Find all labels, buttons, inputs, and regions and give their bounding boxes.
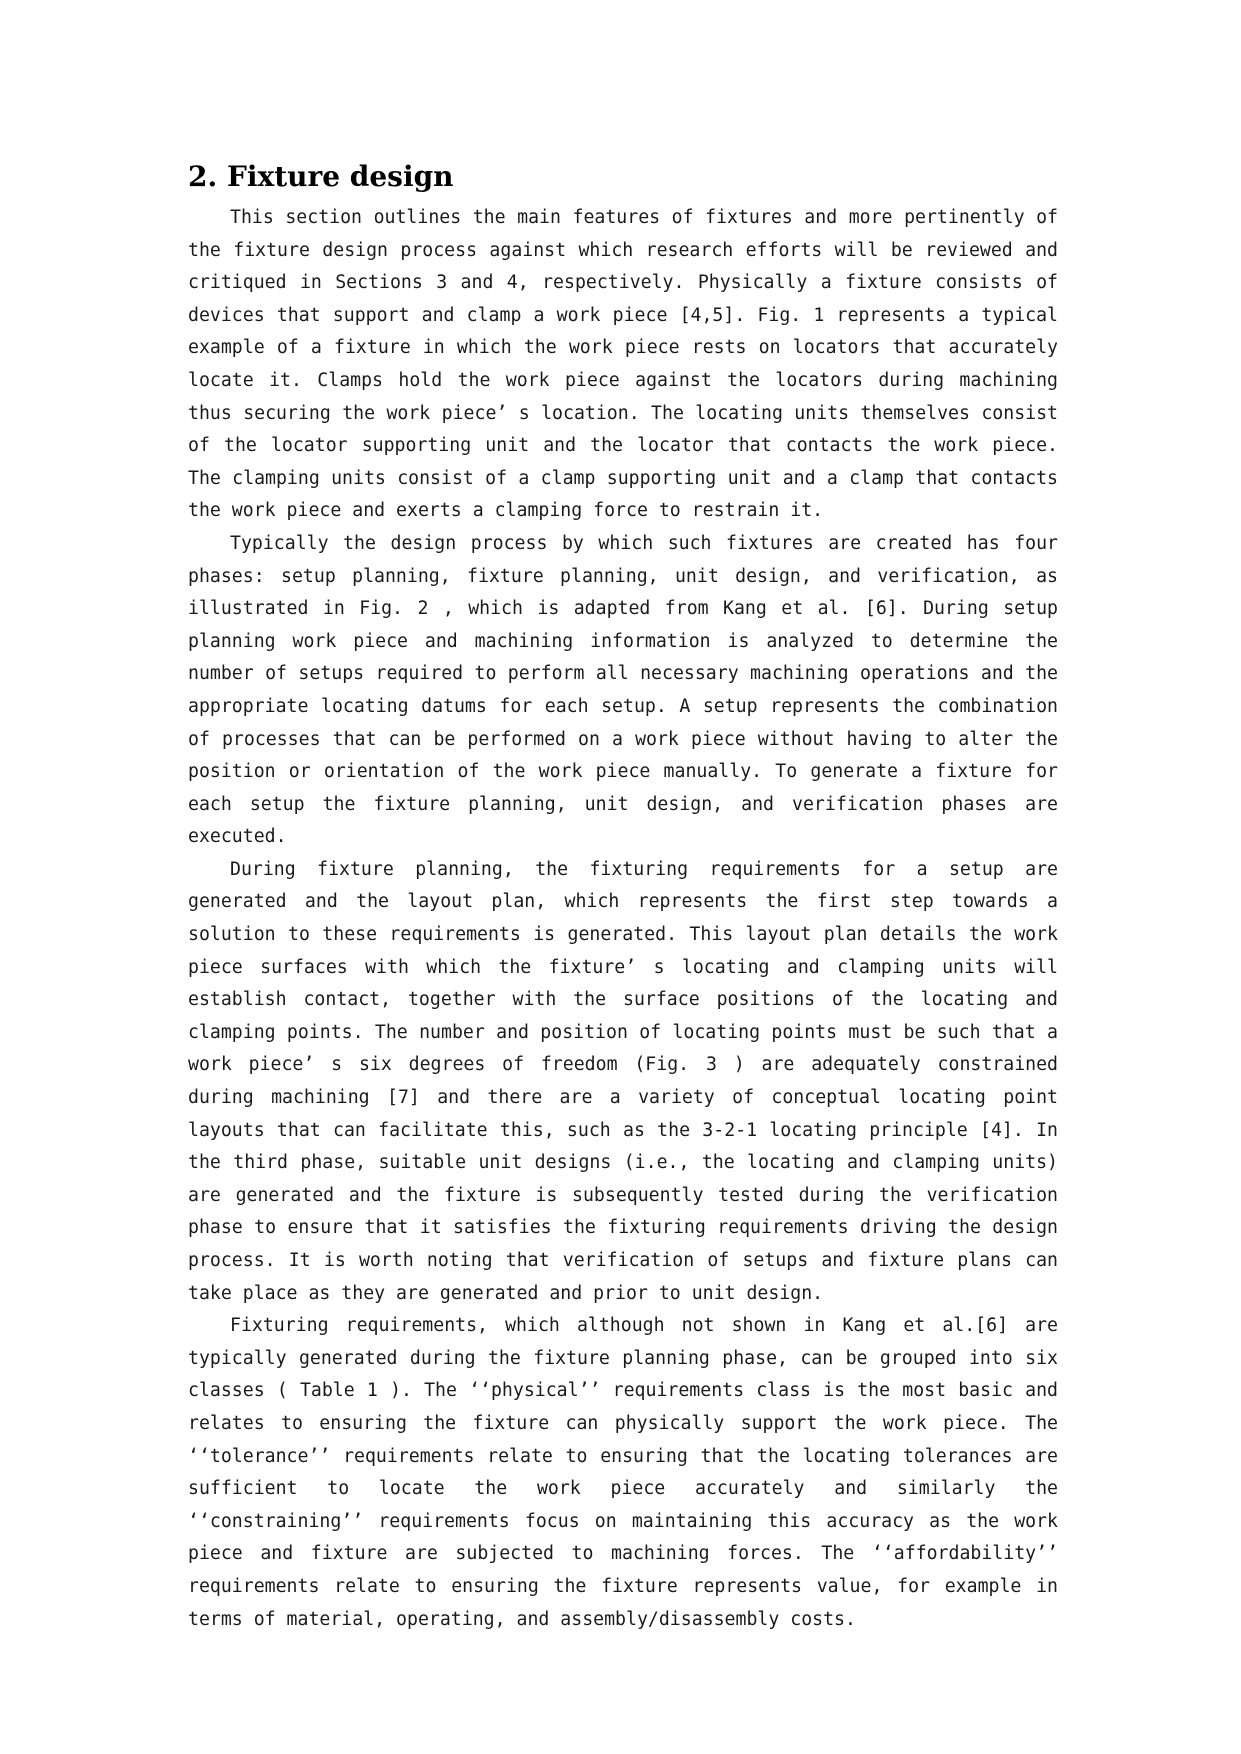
paragraph-4: Fixturing requirements, which although not shown in Kang et al.[6] are typically generated during the fixture planning phase, can be grouped into six classes ( Table 1 ). The ‘‘physical’’ requirements class is the most basic and relates to ensuring the fixture can physically support the work piece. The ‘‘tolerance’’ requirements relate to ensuring that the locating tolerances are sufficient to locate the work piece accurately and similarly the ‘‘constraining’’ requirements focus on maintaining this accuracy as the work piece and fixture are subjected to machining forces. The ‘‘affordability’’ requirements relate to ensuring the fixture represents value, for example in terms of material, operating, and assembly/disassembly costs. (188, 1315, 1058, 1630)
paragraph-3: During fixture planning, the fixturing requirements for a setup are generated and the layout plan, which represents the first step towards a solution to these requirements is generated. This layout plan details the work piece surfaces with which the fixture’ s locating and clamping units will establish contact, together with the surface positions of the locating and clamping points. The number and position of locating points must be such that a work piece’ s six degrees of freedom (Fig. 3 ) are adequately constrained during machining [7] and there are a variety of conceptual locating point layouts that can facilitate this, such as the 3-2-1 locating principle [4]. In the third phase, suitable unit designs (i.e., the locating and clamping units) are generated and the fixture is subsequently tested during the verification phase to ensure that it satisfies the fixturing requirements driving the design process. It is worth noting that verification of setups and fixture plans can take place as they are generated and prior to unit design. (188, 858, 1058, 1304)
document-page (188, 160, 1058, 1636)
paragraph-1: This section outlines the main features of fixtures and more pertinently of the fixture design process against which research efforts will be reviewed and critiqued in Sections 3 and 4, respectively. Physically a fixture consists of devices that support and clamp a work piece [4,5]. Fig. 1 represents a typical example of a fixture in which the work piece rests on locators that accurately locate it. Clamps hold the work piece against the locators during machining thus securing the work piece’ s location. The locating units themselves consist of the locator supporting unit and the locator that contacts the work piece. The clamping units consist of a clamp supporting unit and a clamp that contacts the work piece and exerts a clamping force to restrain it. (188, 207, 1058, 522)
section-heading: 2. Fixture design (188, 160, 454, 193)
paragraph-2: Typically the design process by which such fixtures are created has four phases: setup planning, fixture planning, unit design, and verification, as illustrated in Fig. 2 , which is adapted from Kang et al. [6]. During setup planning work piece and machining information is analyzed to determine the number of setups required to perform all necessary machining operations and the appropriate locating datums for each setup. A setup represents the combination of processes that can be performed on a work piece without having to alter the position or orientation of the work piece manually. To generate a fixture for each setup the fixture planning, unit design, and verification phases are executed. (188, 532, 1058, 848)
